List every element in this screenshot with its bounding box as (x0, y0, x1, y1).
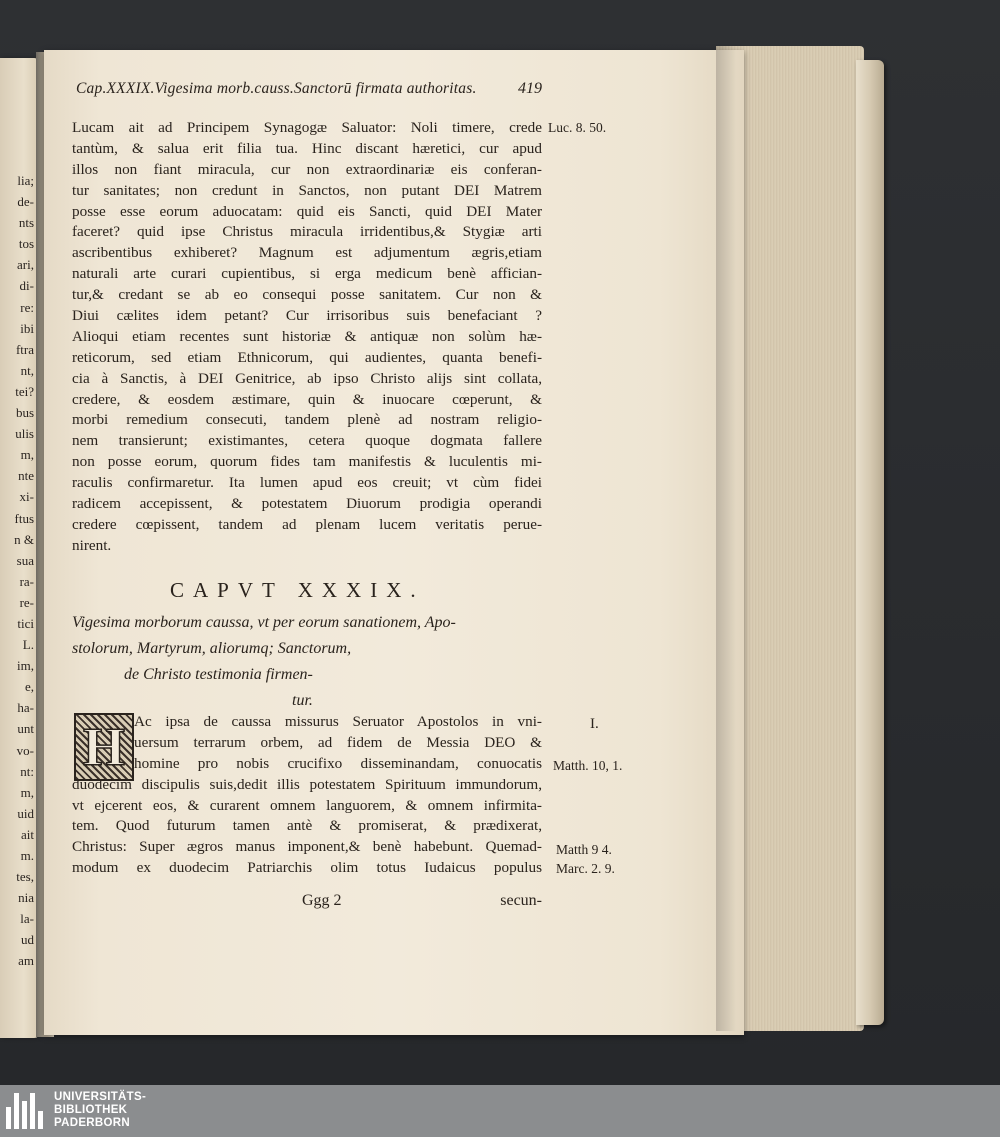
text-line: modum ex duodecim Patriarchis olim totus Iudaicus populus (72, 859, 542, 877)
paragraph-2 (72, 712, 542, 879)
text-line: tur,& credant se ab eo consequi posse sanitatem. Cur non & (72, 286, 542, 304)
margin-section-numeral: I. (590, 716, 599, 732)
verso-text-fragments (0, 170, 36, 972)
text-line: reticorum, sed etiam Ethnicorum, qui audientes, quanta benefi- (72, 348, 542, 366)
text-line: tantùm, & salua erit filia tua. Hinc discant hæretici, cur apud (72, 139, 542, 157)
text-line: ait (21, 826, 34, 842)
text-line: ascribentibus exhiberet? Magnum est adjumentum ægris,etiam (72, 244, 542, 262)
signature-mark: Ggg 2 (302, 892, 342, 909)
margin-note-matth9: Matth 9 4. (556, 842, 612, 857)
text-line: Ac ipsa de caussa missurus Seruator Apostolos in vni- (134, 713, 542, 730)
text-line: tici (17, 615, 34, 631)
signature-line (72, 892, 542, 912)
text-line: vo- (16, 742, 34, 758)
text-line: uersum terrarum orbem, ad fidem de Messia DEO & (134, 733, 542, 751)
page-edge-shadow (716, 46, 736, 1031)
verso-page (0, 58, 40, 1038)
text-line: nem transierunt; existimantes, cetera quoque dogmata fallere (72, 432, 542, 450)
text-line: sua (16, 552, 34, 568)
text-line: nia (18, 890, 34, 906)
text-line: morbi remedium consecuti, tandem plenè ad nostram religio- (72, 411, 542, 429)
text-line: nt, (20, 362, 34, 378)
text-line: di- (19, 278, 34, 294)
text-line: homine pro nobis crucifixo disseminandam, conuocatis (134, 754, 542, 772)
text-line: la- (20, 911, 34, 927)
text-line: naturali arte curari cupientibus, si erga medicum benè affician- (72, 265, 542, 283)
text-line: nirent. (72, 536, 112, 554)
text-line: tei? (15, 383, 34, 399)
initial-letter: H (82, 717, 125, 777)
text-line: tos (18, 236, 34, 252)
text-line: posse esse eorum aduocatam: quid eis Sancti, quid DEI Mater (72, 202, 542, 220)
text-line: nts (18, 215, 34, 231)
text-line: vt ejcerent eos, & curarent omnem languorem, & omnem infirmita- (72, 796, 542, 814)
text-line: illos non fiant miracula, cur non extraordinariæ eis conferan- (72, 160, 542, 178)
text-line: Alioqui etiam recentes sunt historiæ & antiquæ non solùm hæ- (72, 327, 542, 345)
text-line: credere, & eosdem æstimare, quin & inuocare cœperunt, & (72, 390, 542, 408)
text-line: e, (24, 679, 34, 695)
text-line: tes, (16, 869, 34, 885)
text-line: tem. Quod futurum tamen antè & promiserat, & prædixerat, (72, 817, 542, 835)
text-line: L. (22, 637, 34, 653)
text-line: ftra (15, 341, 34, 357)
library-logo-text (54, 1091, 146, 1130)
text-line: ha- (17, 700, 34, 716)
text-line: nte (18, 468, 34, 484)
running-head: Cap.XXXIX.Vigesima morb.causs.Sanctorū firmata authoritas. (76, 80, 477, 97)
text-line: duodecim discipulis suis,dedit illis potestatem Spirituum immundorum, (72, 775, 542, 793)
catchword: secun- (500, 892, 542, 909)
logo-line: BIBLIOTHEK (54, 1104, 128, 1116)
text-line: stolorum, Martyrum, aliorumq; Sanctorum, (72, 640, 352, 657)
text-line: bus (15, 405, 34, 421)
text-line: am (18, 953, 34, 969)
text-line: Vigesima morborum caussa, vt per eorum sanationem, Apo- (72, 614, 456, 631)
book-cover-edge (856, 60, 884, 1025)
text-line: m, (20, 784, 34, 800)
text-line: m. (20, 848, 34, 863)
text-line: unt (17, 721, 34, 737)
text-line: re- (19, 594, 34, 610)
text-line: ud (21, 932, 34, 948)
text-line: ulis (15, 426, 34, 442)
text-line: non posse eorum, quorum fides tam manifestis & luculentis mi- (72, 453, 542, 471)
text-line: de- (17, 194, 34, 210)
text-line: faceret? quid ipse Christus miracula irridentibus,& Stygiæ arti (72, 223, 542, 241)
margin-note-marc: Marc. 2. 9. (556, 861, 615, 876)
margin-note-luc: Luc. 8. 50. (548, 120, 607, 135)
text-line: tur. (292, 692, 313, 709)
text-line: ftus (14, 510, 34, 526)
chapter-heading: CAPVT XXXIX. (170, 578, 425, 602)
text-line: Lucam ait ad Principem Synagogæ Saluator: Noli timere, crede (72, 119, 542, 136)
text-line: radicem accepissent, & potestatem Diuorum prodigia operandi (72, 495, 542, 513)
text-line: credere cœpissent, tandem ad plenam lucem veritatis perue- (72, 515, 542, 533)
text-line: de Christo testimonia firmen- (124, 666, 313, 683)
text-line: ari, (17, 257, 34, 273)
text-line: Christus: Super ægros manus imponent,& benè habebunt. Quemad- (72, 838, 542, 856)
margin-note-matth10: Matth. 10, 1. (553, 758, 623, 773)
text-line: m, (20, 447, 34, 463)
text-line: Diui cælites idem petant? Cur irrisoribus suis benefaciant ? (72, 307, 542, 325)
text-line: im, (17, 658, 34, 674)
text-line: n & (14, 531, 34, 547)
text-line: nt: (20, 763, 34, 779)
logo-line: UNIVERSITÄTS- (54, 1091, 147, 1103)
text-line: re: (20, 299, 34, 315)
text-line: ra- (19, 573, 34, 589)
library-footer-bar (0, 1085, 1000, 1137)
chapter-subtitle (72, 610, 542, 714)
page-number: 419 (518, 80, 542, 97)
logo-line: PADERBORN (54, 1117, 130, 1129)
text-line: raculis confirmaretur. Ita lumen apud eos creuit; vt cùm fidei (72, 474, 542, 492)
text-line: uid (17, 805, 34, 821)
text-line: lia; (17, 173, 34, 188)
library-logo-icon (6, 1093, 46, 1129)
paragraph-1 (72, 118, 542, 557)
text-line: cia à Sanctis, à DEI Genitrice, ab ipso Christo alijs sint collata, (72, 369, 542, 387)
text-line: xi- (19, 489, 34, 505)
text-line: ibi (20, 320, 34, 336)
text-line: tur sanitates; non credunt in Sanctos, non putant DEI Matrem (72, 181, 542, 199)
